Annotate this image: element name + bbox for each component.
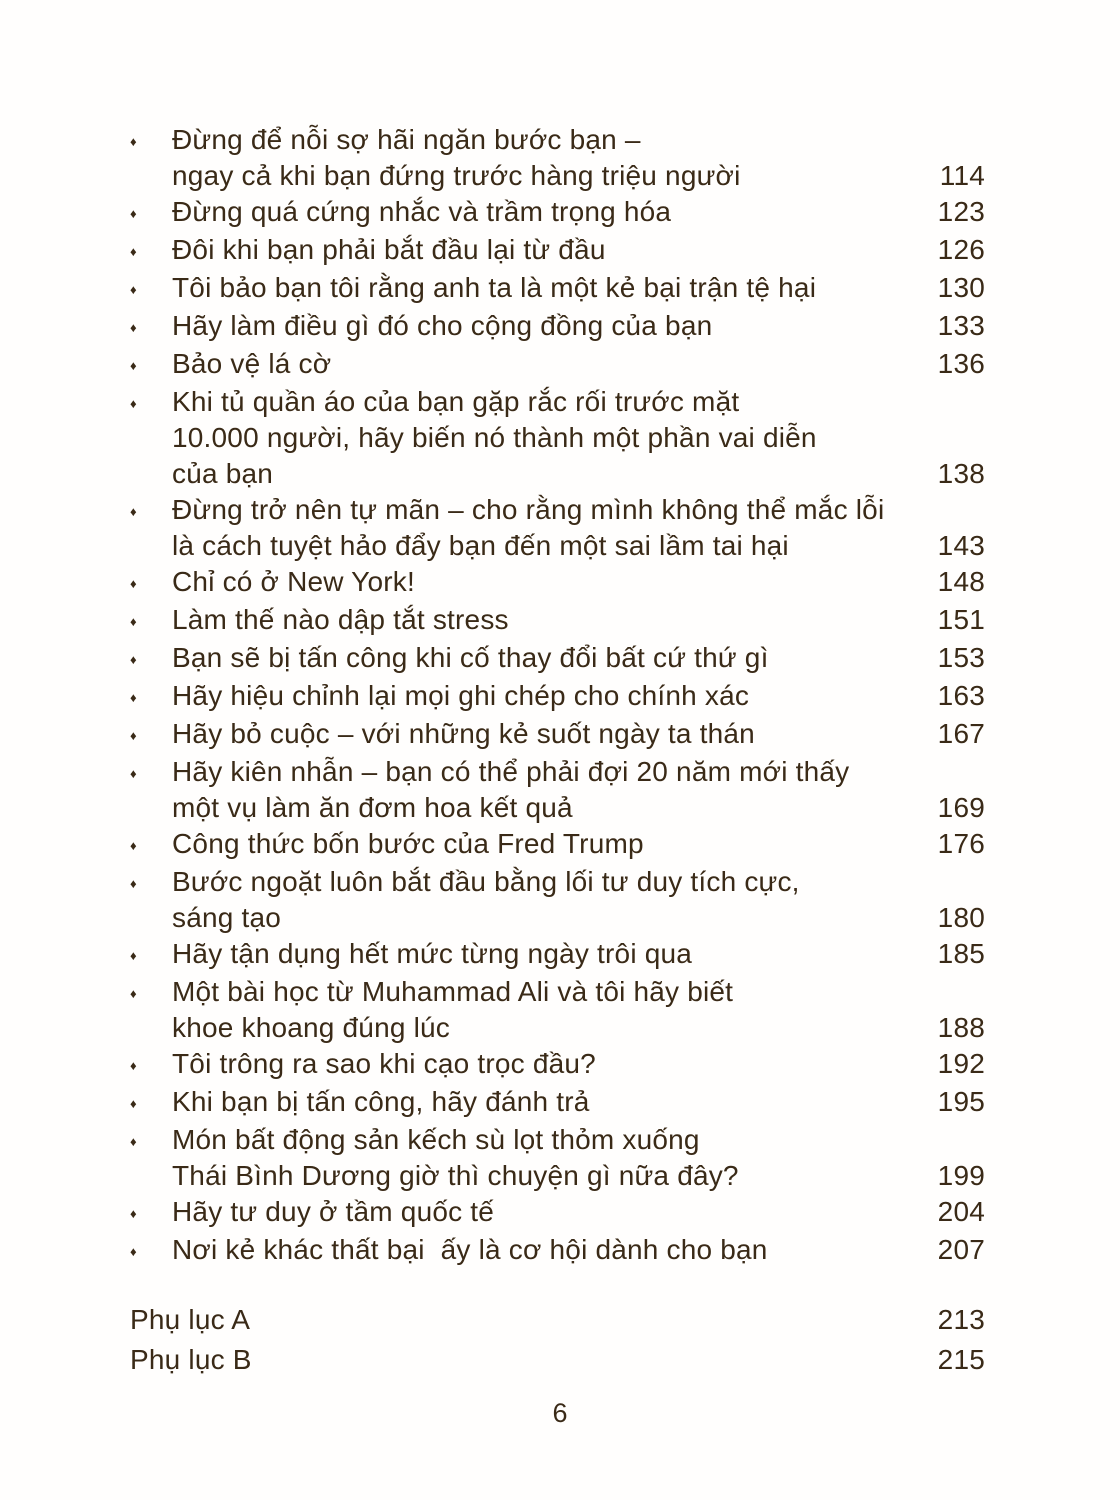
toc-entry-lines bbox=[172, 270, 985, 306]
toc-entry-text: Khi tủ quần áo của bạn gặp rắc rối trước mặt bbox=[172, 386, 740, 417]
toc-entry bbox=[130, 754, 985, 826]
toc-entry bbox=[130, 1122, 985, 1194]
toc-entry bbox=[130, 384, 985, 492]
toc-entry bbox=[130, 716, 985, 754]
toc-entry-page-number: 199 bbox=[937, 1160, 985, 1191]
diamond-bullet-icon: ♦ bbox=[130, 986, 137, 1001]
toc-list bbox=[130, 122, 985, 1270]
toc-entry-lines bbox=[172, 194, 985, 230]
toc-entry bbox=[130, 232, 985, 270]
toc-entry-lines bbox=[172, 308, 985, 344]
toc-entry-text: Hãy kiên nhẫn – bạn có thể phải đợi 20 năm mới thấy bbox=[172, 756, 850, 787]
toc-entry bbox=[130, 194, 985, 232]
toc-entry-text: Tôi trông ra sao khi cạo trọc đầu? bbox=[172, 1048, 596, 1079]
diamond-bullet-icon: ♦ bbox=[130, 652, 137, 667]
toc-entry-lines bbox=[172, 346, 985, 382]
toc-entry-line bbox=[172, 1010, 985, 1046]
toc-entry-text: Thái Bình Dương giờ thì chuyện gì nữa đây? bbox=[172, 1160, 739, 1191]
toc-entry-line bbox=[172, 716, 985, 752]
toc-entry-line bbox=[172, 564, 985, 600]
toc-entry-line bbox=[172, 1084, 985, 1120]
toc-entry bbox=[130, 1084, 985, 1122]
toc-entry bbox=[130, 564, 985, 602]
diamond-bullet-icon: ♦ bbox=[130, 948, 137, 963]
toc-entry-text: Bạn sẽ bị tấn công khi cố thay đổi bất cứ thứ gì bbox=[172, 642, 769, 673]
toc-entry-page-number: 188 bbox=[937, 1012, 985, 1043]
toc-entry-line bbox=[172, 900, 985, 936]
toc-entry-lines bbox=[172, 1232, 985, 1268]
toc-entry-text: Bước ngoặt luôn bắt đầu bằng lối tư duy tích cực, bbox=[172, 866, 800, 897]
toc-entry-line bbox=[172, 754, 985, 790]
toc-entry-line bbox=[172, 678, 985, 714]
toc-entry-text: Bảo vệ lá cờ bbox=[172, 348, 332, 379]
toc-entry-page-number: 176 bbox=[937, 828, 985, 859]
appendix-label: Phụ lục A bbox=[130, 1304, 251, 1335]
toc-entry-lines bbox=[172, 492, 985, 564]
toc-entry-text: khoe khoang đúng lúc bbox=[172, 1012, 450, 1043]
toc-entry bbox=[130, 974, 985, 1046]
toc-entry-lines bbox=[172, 232, 985, 268]
toc-entry-text: Chỉ có ở New York! bbox=[172, 566, 415, 597]
toc-entry-line bbox=[172, 194, 985, 230]
toc-entry-lines bbox=[172, 602, 985, 638]
toc-entry-lines bbox=[172, 826, 985, 862]
diamond-bullet-icon: ♦ bbox=[130, 504, 137, 519]
toc-entry-line bbox=[172, 1194, 985, 1230]
toc-entry bbox=[130, 1232, 985, 1270]
toc-entry-text: Làm thế nào dập tắt stress bbox=[172, 604, 509, 635]
toc-entry-page-number: 180 bbox=[937, 902, 985, 933]
toc-entry-text: sáng tạo bbox=[172, 902, 282, 933]
toc-entry bbox=[130, 936, 985, 974]
toc-entry bbox=[130, 678, 985, 716]
toc-entry-text: ngay cả khi bạn đứng trước hàng triệu người bbox=[172, 160, 741, 191]
diamond-bullet-icon: ♦ bbox=[130, 728, 137, 743]
diamond-bullet-icon: ♦ bbox=[130, 576, 137, 591]
toc-entry-lines bbox=[172, 564, 985, 600]
diamond-bullet-icon: ♦ bbox=[130, 396, 137, 411]
toc-entry-text: Một bài học từ Muhammad Ali và tôi hãy biết bbox=[172, 976, 734, 1007]
diamond-bullet-icon: ♦ bbox=[130, 876, 137, 891]
toc-entry bbox=[130, 270, 985, 308]
toc-entry-page-number: 148 bbox=[937, 566, 985, 597]
toc-entry-line bbox=[172, 1232, 985, 1268]
toc-entry-text: Đôi khi bạn phải bắt đầu lại từ đầu bbox=[172, 234, 606, 265]
toc-entry bbox=[130, 826, 985, 864]
toc-entry-line bbox=[172, 158, 985, 194]
toc-entry-line bbox=[172, 640, 985, 676]
toc-entry-text: Hãy tận dụng hết mức từng ngày trôi qua bbox=[172, 938, 693, 969]
toc-entry-line bbox=[172, 384, 985, 420]
appendix-label: Phụ lục B bbox=[130, 1344, 252, 1375]
toc-entry-page-number: 123 bbox=[937, 196, 985, 227]
toc-entry-line bbox=[172, 346, 985, 382]
toc-entry-line bbox=[172, 864, 985, 900]
toc-entry-lines bbox=[172, 678, 985, 714]
diamond-bullet-icon: ♦ bbox=[130, 1206, 137, 1221]
toc-entry-page-number: 136 bbox=[937, 348, 985, 379]
toc-entry bbox=[130, 602, 985, 640]
toc-entry-lines bbox=[172, 754, 985, 826]
toc-entry-lines bbox=[172, 122, 985, 194]
toc-entry-text: Hãy tư duy ở tầm quốc tế bbox=[172, 1196, 495, 1227]
toc-entry bbox=[130, 492, 985, 564]
toc-entry-page-number: 126 bbox=[937, 234, 985, 265]
diamond-bullet-icon: ♦ bbox=[130, 766, 137, 781]
toc-entry bbox=[130, 1194, 985, 1232]
toc-entry-lines bbox=[172, 1122, 985, 1194]
diamond-bullet-icon: ♦ bbox=[130, 838, 137, 853]
toc-entry-text: Đừng quá cứng nhắc và trầm trọng hóa bbox=[172, 196, 672, 227]
toc-entry bbox=[130, 864, 985, 936]
toc-entry-page-number: 130 bbox=[937, 272, 985, 303]
toc-entry-text: Đừng trở nên tự mãn – cho rằng mình không thể mắc lỗi bbox=[172, 494, 885, 525]
toc-entry-text: Nơi kẻ khác thất bại ấy là cơ hội dành cho bạn bbox=[172, 1234, 768, 1265]
diamond-bullet-icon: ♦ bbox=[130, 1244, 137, 1259]
diamond-bullet-icon: ♦ bbox=[130, 614, 137, 629]
toc-entry-lines bbox=[172, 1084, 985, 1120]
toc-entry-lines bbox=[172, 640, 985, 676]
appendix-list bbox=[130, 1300, 985, 1380]
toc-entry-text: 10.000 người, hãy biến nó thành một phần vai diễn bbox=[172, 422, 817, 453]
appendix-page-number: 215 bbox=[937, 1344, 985, 1375]
diamond-bullet-icon: ♦ bbox=[130, 244, 137, 259]
toc-entry-text: Hãy bỏ cuộc – với những kẻ suốt ngày ta thán bbox=[172, 718, 755, 749]
toc-entry-lines bbox=[172, 1194, 985, 1230]
toc-entry-page-number: 167 bbox=[937, 718, 985, 749]
appendix-page-number: 213 bbox=[937, 1304, 985, 1335]
toc-entry-lines bbox=[172, 384, 985, 492]
toc-entry-text: Khi bạn bị tấn công, hãy đánh trả bbox=[172, 1086, 590, 1117]
toc-entry-page-number: 114 bbox=[939, 160, 985, 191]
toc-entry-page-number: 153 bbox=[937, 642, 985, 673]
footer-page-number: 6 bbox=[552, 1398, 568, 1428]
toc-entry-line bbox=[172, 456, 985, 492]
appendix-row bbox=[130, 1340, 985, 1380]
toc-entry-page-number: 143 bbox=[937, 530, 985, 561]
toc-entry-line bbox=[172, 122, 985, 158]
toc-entry-line bbox=[172, 270, 985, 306]
toc-entry-lines bbox=[172, 936, 985, 972]
toc-entry-line bbox=[172, 528, 985, 564]
toc-entry-page-number: 207 bbox=[937, 1234, 985, 1265]
toc-entry-lines bbox=[172, 864, 985, 936]
toc-entry-line bbox=[172, 308, 985, 344]
toc-entry-page-number: 151 bbox=[937, 604, 985, 635]
toc-entry-line bbox=[172, 974, 985, 1010]
toc-entry-page-number: 185 bbox=[937, 938, 985, 969]
diamond-bullet-icon: ♦ bbox=[130, 358, 137, 373]
toc-entry-line bbox=[172, 232, 985, 268]
toc-entry-page-number: 163 bbox=[937, 680, 985, 711]
toc-entry-page-number: 192 bbox=[937, 1048, 985, 1079]
toc-entry-text: Món bất động sản kếch sù lọt thỏm xuống bbox=[172, 1124, 700, 1155]
toc-entry-text: Hãy làm điều gì đó cho cộng đồng của bạn bbox=[172, 310, 713, 341]
toc-entry-line bbox=[172, 1046, 985, 1082]
toc-entry-line bbox=[172, 790, 985, 826]
toc-entry-line bbox=[172, 420, 985, 456]
toc-entry-line bbox=[172, 1122, 985, 1158]
diamond-bullet-icon: ♦ bbox=[130, 690, 137, 705]
toc-entry-lines bbox=[172, 716, 985, 752]
toc-entry-line bbox=[172, 602, 985, 638]
toc-entry bbox=[130, 640, 985, 678]
toc-entry bbox=[130, 308, 985, 346]
toc-entry-text: Hãy hiệu chỉnh lại mọi ghi chép cho chính xác bbox=[172, 680, 750, 711]
toc-entry bbox=[130, 346, 985, 384]
diamond-bullet-icon: ♦ bbox=[130, 206, 137, 221]
toc-entry-text: Công thức bốn bước của Fred Trump bbox=[172, 828, 644, 859]
toc-entry-lines bbox=[172, 1046, 985, 1082]
toc-entry-line bbox=[172, 1158, 985, 1194]
toc-entry-text: một vụ làm ăn đơm hoa kết quả bbox=[172, 792, 573, 823]
diamond-bullet-icon: ♦ bbox=[130, 134, 137, 149]
toc-entry-lines bbox=[172, 974, 985, 1046]
toc-entry-text: Đừng để nỗi sợ hãi ngăn bước bạn – bbox=[172, 124, 641, 155]
toc-entry-line bbox=[172, 492, 985, 528]
toc-entry-page-number: 138 bbox=[937, 458, 985, 489]
toc-entry-line bbox=[172, 936, 985, 972]
toc-entry-page-number: 133 bbox=[937, 310, 985, 341]
toc-entry-page-number: 204 bbox=[937, 1196, 985, 1227]
toc-entry-text: của bạn bbox=[172, 458, 274, 489]
toc-entry-line bbox=[172, 826, 985, 862]
toc-entry bbox=[130, 122, 985, 194]
appendix-row bbox=[130, 1300, 985, 1340]
diamond-bullet-icon: ♦ bbox=[130, 1134, 137, 1149]
toc-entry-page-number: 169 bbox=[937, 792, 985, 823]
toc-entry-text: là cách tuyệt hảo đẩy bạn đến một sai lầm tai hại bbox=[172, 530, 789, 561]
diamond-bullet-icon: ♦ bbox=[130, 320, 137, 335]
toc-entry bbox=[130, 1046, 985, 1084]
toc-entry-text: Tôi bảo bạn tôi rằng anh ta là một kẻ bại trận tệ hại bbox=[172, 272, 817, 303]
diamond-bullet-icon: ♦ bbox=[130, 282, 137, 297]
diamond-bullet-icon: ♦ bbox=[130, 1058, 137, 1073]
diamond-bullet-icon: ♦ bbox=[130, 1096, 137, 1111]
toc-entry-page-number: 195 bbox=[937, 1086, 985, 1117]
